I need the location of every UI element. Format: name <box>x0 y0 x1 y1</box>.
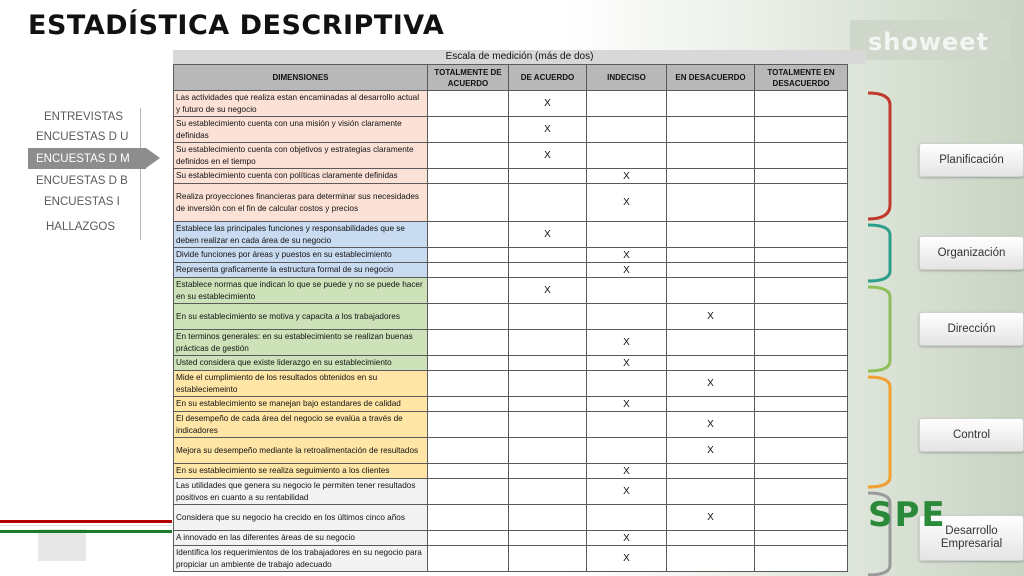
answer-mark: X <box>667 412 755 438</box>
empty-cell <box>428 143 509 169</box>
row-dimension-text: Establece normas que indican lo que se puede y no se puede hacer en su establecimiento <box>174 278 428 304</box>
empty-cell <box>509 397 587 412</box>
empty-cell <box>428 304 509 330</box>
empty-cell <box>667 278 755 304</box>
table-row <box>174 184 848 222</box>
answer-mark: X <box>587 169 667 184</box>
answer-mark: X <box>587 248 667 263</box>
empty-cell <box>667 184 755 222</box>
empty-cell <box>509 304 587 330</box>
brace-planificacion <box>868 93 890 219</box>
row-dimension-text: Su establecimiento cuenta con una misión y visión claramente definidas <box>174 117 428 143</box>
row-dimension-text: Las utilidades que genera su negocio le permiten tener resultados positivos en cuanto a su rentabilidad <box>174 479 428 505</box>
table-row <box>174 169 848 184</box>
empty-cell <box>509 412 587 438</box>
nav-active-arrow-icon <box>146 148 160 168</box>
empty-cell <box>509 546 587 572</box>
table-body <box>174 91 848 572</box>
empty-cell <box>667 91 755 117</box>
empty-cell <box>428 330 509 356</box>
showeet-logo: showeet <box>868 28 990 56</box>
empty-cell <box>509 531 587 546</box>
category-organizacion: Organización <box>919 236 1024 270</box>
empty-cell <box>509 184 587 222</box>
empty-cell <box>667 169 755 184</box>
table-row <box>174 222 848 248</box>
nav-item-encuestas-db[interactable]: ENCUESTAS D B <box>36 175 128 187</box>
row-dimension-text: Mejora su desempeño mediante la retroalimentación de resultados <box>174 438 428 464</box>
table-row <box>174 263 848 278</box>
scale-title: Escala de medición (más de dos) <box>173 50 866 64</box>
empty-cell <box>755 412 848 438</box>
empty-cell <box>755 278 848 304</box>
row-dimension-text: Su establecimiento cuenta con objetivos y estrategias claramente definidos en el tiempo <box>174 143 428 169</box>
empty-cell <box>509 169 587 184</box>
header-indeciso: INDECISO <box>587 65 667 91</box>
nav-divider <box>140 108 141 240</box>
empty-cell <box>509 248 587 263</box>
row-dimension-text: Usted considera que existe liderazgo en su establecimiento <box>174 356 428 371</box>
empty-cell <box>667 464 755 479</box>
empty-cell <box>755 117 848 143</box>
empty-cell <box>509 371 587 397</box>
row-dimension-text: Realiza proyecciones financieras para determinar sus necesidades de inversión con el fin de calcular costos y precios <box>174 184 428 222</box>
empty-cell <box>428 184 509 222</box>
empty-cell <box>509 505 587 531</box>
empty-cell <box>428 117 509 143</box>
empty-cell <box>667 479 755 505</box>
header-dimensiones: DIMENSIONES <box>174 65 428 91</box>
answer-mark: X <box>587 531 667 546</box>
row-dimension-text: En su establecimiento se realiza seguimiento a los clientes <box>174 464 428 479</box>
empty-cell <box>667 531 755 546</box>
row-dimension-text: Establece las principales funciones y responsabilidades que se deben realizar en cada área de su negocio <box>174 222 428 248</box>
answer-mark: X <box>587 464 667 479</box>
stripe-green <box>0 530 172 533</box>
answer-mark: X <box>509 91 587 117</box>
table-row <box>174 438 848 464</box>
empty-cell <box>755 546 848 572</box>
empty-cell <box>587 438 667 464</box>
nav-item-entrevistas[interactable]: ENTREVISTAS <box>44 111 124 123</box>
empty-cell <box>428 263 509 278</box>
row-dimension-text: Divide funciones por áreas y puestos en su establecimiento <box>174 248 428 263</box>
empty-cell <box>428 479 509 505</box>
brace-direccion <box>868 287 890 371</box>
empty-cell <box>428 505 509 531</box>
empty-cell <box>755 397 848 412</box>
empty-cell <box>667 248 755 263</box>
table-row <box>174 248 848 263</box>
empty-cell <box>587 117 667 143</box>
empty-cell <box>667 263 755 278</box>
empty-cell <box>755 464 848 479</box>
answer-mark: X <box>509 143 587 169</box>
table-row <box>174 304 848 330</box>
empty-cell <box>667 117 755 143</box>
table-row <box>174 330 848 356</box>
empty-cell <box>587 304 667 330</box>
empty-cell <box>428 464 509 479</box>
header-en-desacuerdo: EN DESACUERDO <box>667 65 755 91</box>
table-row <box>174 278 848 304</box>
table-row <box>174 531 848 546</box>
empty-cell <box>755 505 848 531</box>
answer-mark: X <box>587 184 667 222</box>
empty-cell <box>587 371 667 397</box>
table-header-row <box>174 65 848 91</box>
nav-item-encuestas-du[interactable]: ENCUESTAS D U <box>36 131 129 143</box>
empty-cell <box>755 222 848 248</box>
empty-cell <box>428 91 509 117</box>
empty-cell <box>428 222 509 248</box>
empty-cell <box>509 263 587 278</box>
row-dimension-text: Mide el cumplimiento de los resultados obtenidos en su estableciemeinto <box>174 371 428 397</box>
answer-mark: X <box>509 278 587 304</box>
answer-mark: X <box>667 505 755 531</box>
empty-cell <box>667 356 755 371</box>
table-row <box>174 117 848 143</box>
row-dimension-text: El desempeño de cada área del negocio se evalúa a través de indicadores <box>174 412 428 438</box>
empty-cell <box>428 356 509 371</box>
empty-cell <box>509 356 587 371</box>
empty-cell <box>428 397 509 412</box>
empty-cell <box>667 222 755 248</box>
answer-mark: X <box>667 304 755 330</box>
empty-cell <box>755 531 848 546</box>
empty-cell <box>755 304 848 330</box>
row-dimension-text: En su establecimiento se motiva y capacita a los trabajadores <box>174 304 428 330</box>
empty-cell <box>428 169 509 184</box>
empty-cell <box>428 412 509 438</box>
empty-cell <box>667 397 755 412</box>
empty-cell <box>587 412 667 438</box>
answer-mark: X <box>587 397 667 412</box>
empty-cell <box>755 143 848 169</box>
empty-cell <box>755 479 848 505</box>
empty-cell <box>428 531 509 546</box>
survey-table <box>173 64 848 572</box>
category-planificacion: Planificación <box>919 143 1024 177</box>
table-row <box>174 546 848 572</box>
table-row <box>174 356 848 371</box>
table-row <box>174 464 848 479</box>
answer-mark: X <box>509 222 587 248</box>
answer-mark: X <box>587 356 667 371</box>
empty-cell <box>755 438 848 464</box>
header-de-acuerdo: DE ACUERDO <box>509 65 587 91</box>
table-row <box>174 505 848 531</box>
empty-cell <box>509 479 587 505</box>
empty-cell <box>755 184 848 222</box>
empty-cell <box>587 143 667 169</box>
table-row <box>174 479 848 505</box>
empty-cell <box>755 330 848 356</box>
page-title: ESTADÍSTICA DESCRIPTIVA <box>28 10 445 41</box>
empty-cell <box>587 505 667 531</box>
answer-mark: X <box>587 479 667 505</box>
empty-cell <box>509 438 587 464</box>
empty-cell <box>667 330 755 356</box>
answer-mark: X <box>509 117 587 143</box>
brace-organizacion <box>868 225 890 281</box>
empty-cell <box>587 222 667 248</box>
nav-item-encuestas-dm[interactable]: ENCUESTAS D M <box>36 153 130 165</box>
category-desarrollo-empresarial: Desarrollo Empresarial <box>919 515 1024 561</box>
header-totalmente-en-desacuerdo: TOTALMENTE EN DESACUERDO <box>755 65 848 91</box>
category-direccion: Dirección <box>919 312 1024 346</box>
stripe-red <box>0 520 172 523</box>
empty-cell <box>755 91 848 117</box>
empty-cell <box>428 278 509 304</box>
stripe-white <box>0 525 172 529</box>
brace-control <box>868 377 890 487</box>
table-row <box>174 412 848 438</box>
answer-mark: X <box>587 330 667 356</box>
empty-cell <box>587 278 667 304</box>
answer-mark: X <box>587 263 667 278</box>
empty-cell <box>755 248 848 263</box>
empty-cell <box>509 330 587 356</box>
nav-item-encuestas-i[interactable]: ENCUESTAS I <box>44 196 120 208</box>
row-dimension-text: Representa graficamente la estructura formal de su negocio <box>174 263 428 278</box>
row-dimension-text: A innovado en las diferentes áreas de su negocio <box>174 531 428 546</box>
answer-mark: X <box>587 546 667 572</box>
row-dimension-text: Identifica los requerimientos de los trabajadores en su negocio para propiciar un ambiente de trabajo adecuado <box>174 546 428 572</box>
nav-item-hallazgos[interactable]: HALLAZGOS <box>46 221 116 233</box>
empty-cell <box>755 169 848 184</box>
table-row <box>174 371 848 397</box>
header-totalmente-de-acuerdo: TOTALMENTE DE ACUERDO <box>428 65 509 91</box>
empty-cell <box>755 371 848 397</box>
empty-cell <box>755 356 848 371</box>
table-row <box>174 143 848 169</box>
table-row <box>174 91 848 117</box>
row-dimension-text: En terminos generales: en su establecimiento se realizan buenas prácticas de gestión <box>174 330 428 356</box>
empty-cell <box>587 91 667 117</box>
spe-logo: SPE <box>868 495 947 535</box>
empty-cell <box>509 464 587 479</box>
row-dimension-text: Las actividades que realiza estan encaminadas al desarrollo actual y futuro de su negocio <box>174 91 428 117</box>
row-dimension-text: Su establecimiento cuenta con políticas claramente definidas <box>174 169 428 184</box>
table-row <box>174 397 848 412</box>
empty-cell <box>428 438 509 464</box>
empty-cell <box>428 546 509 572</box>
row-dimension-text: En su establecimiento se manejan bajo estandares de calidad <box>174 397 428 412</box>
answer-mark: X <box>667 371 755 397</box>
answer-mark: X <box>667 438 755 464</box>
empty-cell <box>428 371 509 397</box>
category-control: Control <box>919 418 1024 452</box>
empty-cell <box>667 546 755 572</box>
empty-cell <box>755 263 848 278</box>
empty-cell <box>428 248 509 263</box>
row-dimension-text: Considera que su negocio ha crecido en los últimos cinco años <box>174 505 428 531</box>
empty-cell <box>667 143 755 169</box>
